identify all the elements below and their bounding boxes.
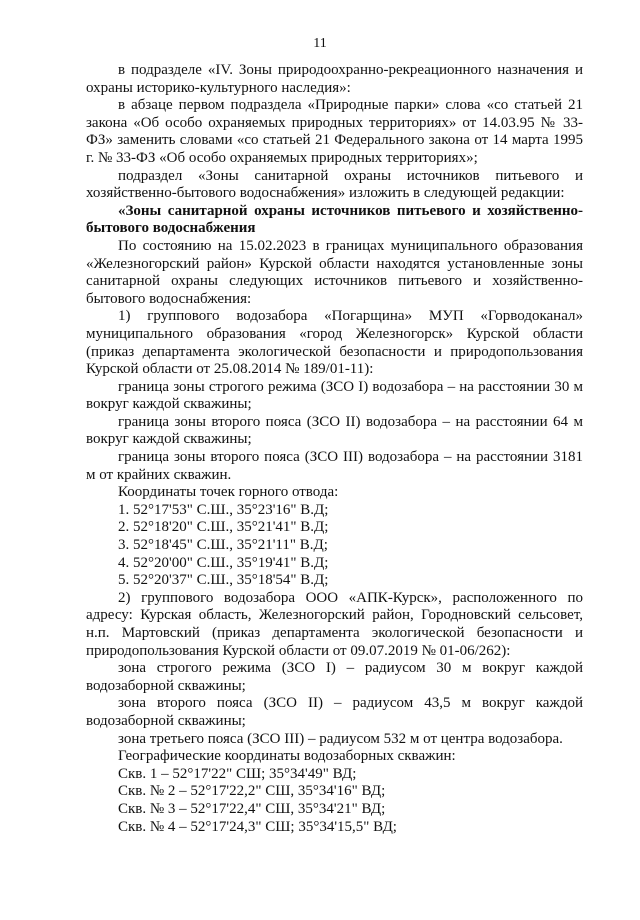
paragraph: 2) группового водозабора ООО «АПК-Курск», расположенного по адресу: Курская область, Железногорский район, Городновский сельсовет, н.п. Мартовский (приказ департамента экологической безопасности и природопользования Курской области от 09.07.2019 № 01-06/262):: [86, 589, 583, 659]
coordinate-item: Скв. № 4 – 52°17'24,3" СШ; 35°34'15,5" ВД;: [118, 818, 397, 835]
paragraph: зона строгого режима (ЗСО I) – радиусом 30 м вокруг каждой водозаборной скважины;: [86, 660, 583, 694]
paragraph: граница зоны второго пояса (ЗСО III) водозабора – на расстоянии 3181 м от крайних скважин.: [86, 449, 583, 483]
coordinate-item: 4. 52°20'00" С.Ш., 35°19'41" В.Д;: [118, 554, 329, 571]
paragraph: зона второго пояса (ЗСО II) – радиусом 43,5 м вокруг каждой водозаборной скважины;: [86, 695, 583, 729]
paragraph: подраздел «Зоны санитарной охраны источников питьевого и хозяйственно-бытового водоснабжения» изложить в следующей редакции:: [86, 167, 583, 202]
paragraph: в абзаце первом подраздела «Природные парки» слова «со статьей 21 закона «Об особо охраняемых природных территориях» от 14.03.95 № 33-ФЗ» заменить словами «со статьей 21 Федерального закона от 14 марта 1995 г. № 33-ФЗ «Об особо охраняемых природных территориях»;: [86, 97, 583, 166]
coordinate-item: 5. 52°20'37" С.Ш., 35°18'54" В.Д;: [118, 572, 329, 589]
paragraph: в подразделе «IV. Зоны природоохранно-рекреационного назначения и охраны историко-культурного наследия»:: [86, 62, 583, 96]
coordinates-heading: Географические координаты водозаборных скважин:: [118, 748, 456, 765]
paragraph: По состоянию на 15.02.2023 в границах муниципального образования «Железногорский район» Курской области находятся установленные зоны санитарной охраны следующих источников питьевого и хозяйственно-бытового водоснабжения:: [86, 237, 583, 307]
paragraph: граница зоны второго пояса (ЗСО II) водозабора – на расстоянии 64 м вокруг каждой скважины;: [86, 413, 583, 448]
coordinate-item: 1. 52°17'53" С.Ш., 35°23'16" В.Д;: [118, 501, 329, 518]
coordinate-item: Скв. 1 – 52°17'22" СШ; 35°34'49" ВД;: [118, 765, 357, 782]
page-number: 11: [313, 36, 327, 51]
coordinate-item: 3. 52°18'45" С.Ш., 35°21'11" В.Д;: [118, 537, 328, 554]
coordinates-heading: Координаты точек горного отвода:: [118, 484, 339, 501]
section-heading: «Зоны санитарной охраны источников питьевого и хозяйственно-бытового водоснабжения: [86, 202, 583, 237]
paragraph: граница зоны строгого режима (ЗСО I) водозабора – на расстоянии 30 м вокруг каждой скважины;: [86, 378, 583, 413]
coordinate-item: Скв. № 2 – 52°17'22,2" СШ, 35°34'16" ВД;: [118, 783, 386, 800]
coordinate-item: Скв. № 3 – 52°17'22,4" СШ, 35°34'21" ВД;: [118, 800, 386, 817]
paragraph: 1) группового водозабора «Погарщина» МУП «Горводоканал» муниципального образования «город Железногорск» Курской области (приказ департамента экологической безопасности и природопользования Курской области от 25.08.2014 № 189/01-11):: [86, 308, 583, 378]
document-body: [86, 62, 583, 836]
coordinate-item: 2. 52°18'20" С.Ш., 35°21'41" В.Д;: [118, 519, 329, 536]
paragraph: зона третьего пояса (ЗСО III) – радиусом 532 м от центра водозабора.: [118, 730, 563, 747]
